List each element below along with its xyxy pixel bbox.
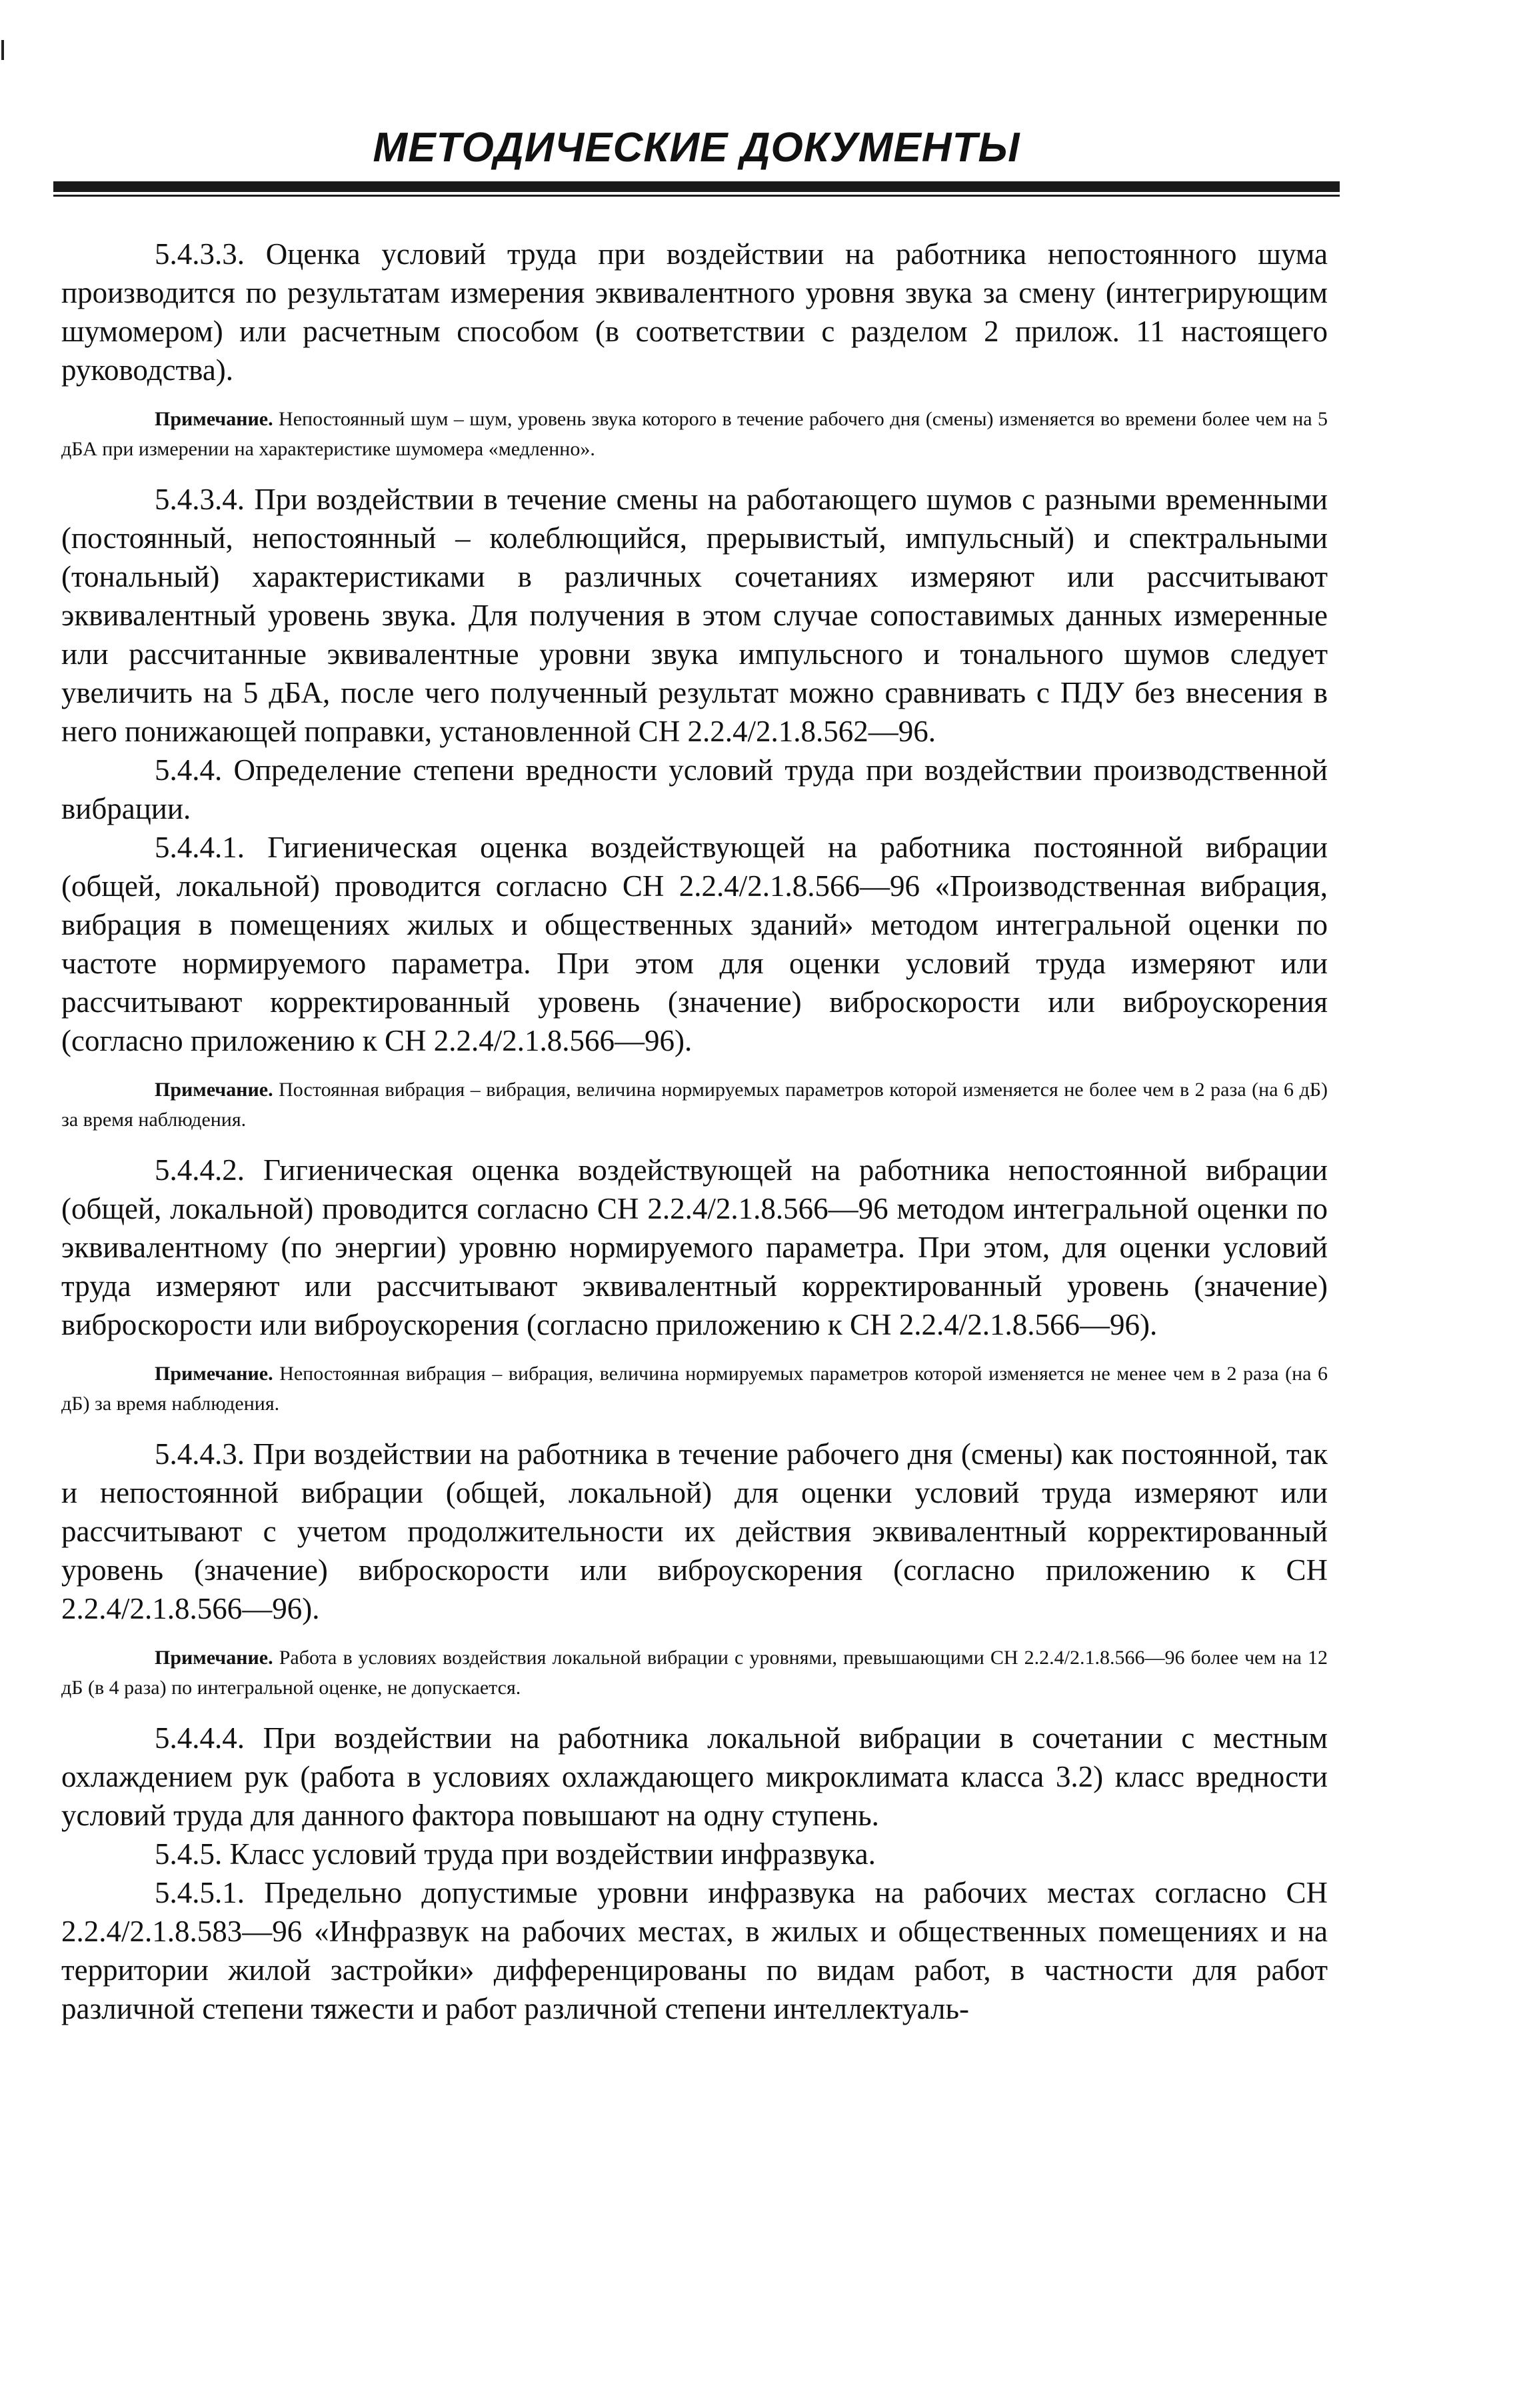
note-label: Примечание. <box>155 1647 273 1669</box>
paragraph-5-4-4-1: 5.4.4.1. Гигиеническая оценка воздействующей на работника постоянной вибрации (общей, локальной) проводится согласно СН 2.2.4/2.1.8.566—96 «Производственная вибрация, вибрация в помещениях жилых и общественных зданий» методом интегральной оценки по частоте нормируемого параметра. При этом для оценки условий труда измеряют или рассчитывают корректированный уровень (значение) виброскорости или виброускорения (согласно приложению к СН 2.2.4/2.1.8.566—96). <box>61 831 1328 1057</box>
paragraph-5-4-5-1: 5.4.5.1. Предельно допустимые уровни инфразвука на рабочих местах согласно СН 2.2.4/2.1.8.583—96 «Инфразвук на рабочих местах, в жилых и общественных помещениях и на территории жилой застройки» дифференцированы по видам работ, в частности для работ различной степени тяжести и работ различной степени интеллектуаль- <box>61 1876 1328 2025</box>
paragraph-5-4-5: 5.4.5. Класс условий труда при воздействии инфразвука. <box>155 1837 876 1871</box>
page-header <box>53 124 1340 171</box>
header-rule-thick <box>53 181 1340 192</box>
header-title: МЕТОДИЧЕСКИЕ ДОКУМЕНТЫ <box>373 125 1020 171</box>
paragraph-5-4-4-4: 5.4.4.4. При воздействии на работника локальной вибрации в сочетании с местным охлаждением рук (работа в условиях охлаждающего микроклимата класса 3.2) класс вредности условий труда для данного фактора повышают на одну ступень. <box>61 1721 1328 1832</box>
paragraph-5-4-3-4: 5.4.3.4. При воздействии в течение смены на работающего шумов с разными временными (постоянный, непостоянный – колеблющийся, прерывистый, импульсный) и спектральными (тональный) характеристиками в различных сочетаниях измеряют или рассчитывают эквивалентный уровень звука. Для получения в этом случае сопоставимых данных измеренные или рассчитанные эквивалентные уровни звука импульсного и тонального шумов следует увеличить на 5 дБА, после чего полученный результат можно сравнивать с ПДУ без внесения в него понижающей поправки, установленной СН 2.2.4/2.1.8.562—96. <box>61 483 1328 748</box>
paragraph-5-4-4-3: 5.4.4.3. При воздействии на работника в течение рабочего дня (смены) как постоянной, так и непостоянной вибрации (общей, локальной) для оценки условий труда измеряют или рассчитывают с учетом продолжительности их действия эквивалентный корректированный уровень (значение) виброскорости или виброускорения (согласно приложению к СН 2.2.4/2.1.8.566—96). <box>61 1437 1328 1625</box>
note-label: Примечание. <box>155 1079 273 1101</box>
note-text: Постоянная вибрация – вибрация, величина нормируемых параметров которой изменяется не более чем в 2 раза (на 6 дБ) за время наблюдения. <box>61 1079 1328 1131</box>
paragraph-5-4-4-2: 5.4.4.2. Гигиеническая оценка воздействующей на работника непостоянной вибрации (общей, локальной) проводится согласно СН 2.2.4/2.1.8.566—96 методом интегральной оценки по эквивалентному (по энергии) уровню нормируемого параметра. При этом, для оценки условий труда измеряют или рассчитывают эквивалентный корректированный уровень (значение) виброскорости или виброускорения (согласно приложению к СН 2.2.4/2.1.8.566—96). <box>61 1153 1328 1341</box>
note-text: Работа в условиях воздействия локальной вибрации с уровнями, превышающими СН 2.2.4/2.1.8.566—96 более чем на 12 дБ (в 4 раза) по интегральной оценке, не допускается. <box>61 1647 1328 1699</box>
note-text: Непостоянный шум – шум, уровень звука которого в течение рабочего дня (смены) изменяется во времени более чем на 5 дБА при измерении на характеристике шумомера «медленно». <box>61 408 1328 460</box>
note-local-vibration <box>61 1643 1328 1703</box>
note-noise <box>61 404 1328 464</box>
note-constant-vibration <box>61 1075 1328 1135</box>
note-label: Примечание. <box>155 1363 273 1385</box>
note-label: Примечание. <box>155 408 273 430</box>
scan-margin-mark <box>1 40 4 60</box>
paragraph-5-4-4: 5.4.4. Определение степени вредности условий труда при воздействии производственной вибрации. <box>61 753 1328 825</box>
document-body <box>61 235 1328 2028</box>
note-text: Непостоянная вибрация – вибрация, величина нормируемых параметров которой изменяется не менее чем в 2 раза (на 6 дБ) за время наблюдения. <box>61 1363 1328 1415</box>
note-variable-vibration <box>61 1359 1328 1419</box>
paragraph-5-4-3-3: 5.4.3.3. Оценка условий труда при воздействии на работника непостоянного шума производится по результатам измерения эквивалентного уровня звука за смену (интегрирующим шумомером) или расчетным способом (в соответствии с разделом 2 прилож. 11 настоящего руководства). <box>61 237 1328 387</box>
header-rule-thin <box>53 195 1340 197</box>
